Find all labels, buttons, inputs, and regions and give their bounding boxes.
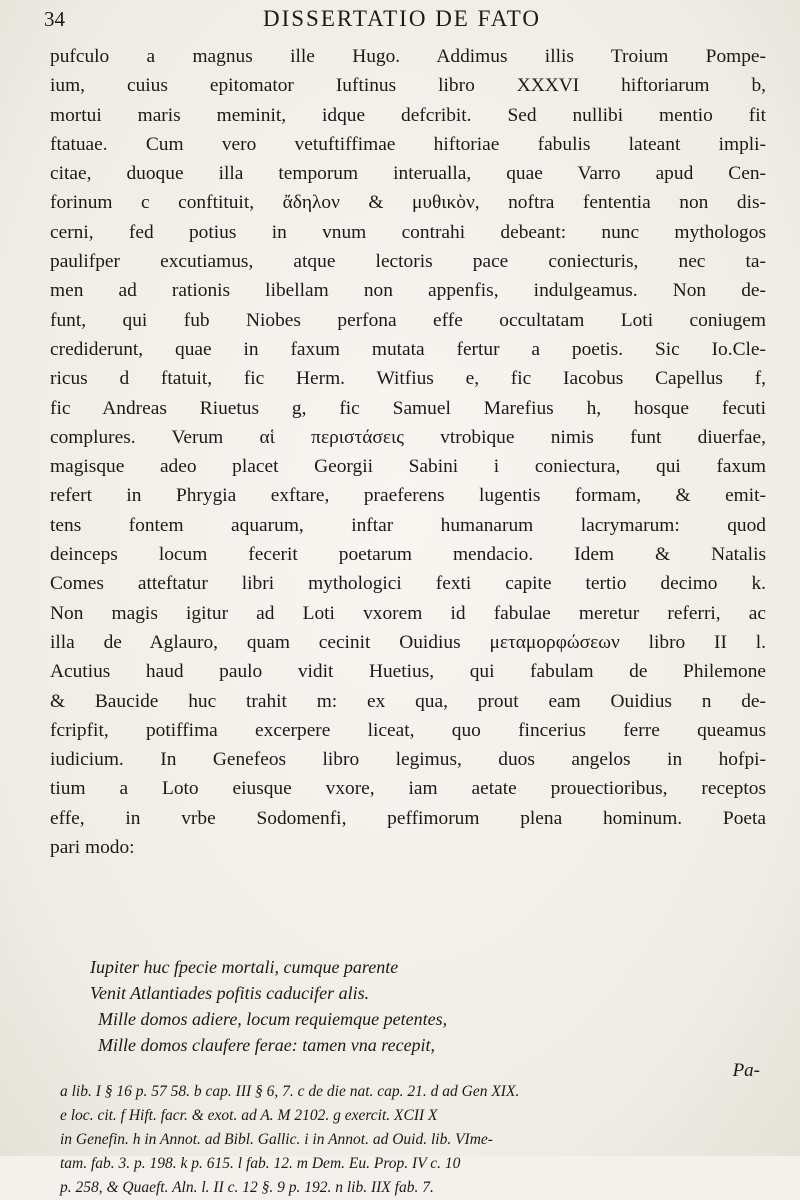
body-line: Non magis igitur ad Loti vxorem id fabulae meretur referri, ac xyxy=(50,602,766,624)
body-line: refert in Phrygia exftare, praeferens lugentis formam, & emit- xyxy=(50,485,766,507)
body-line: tium a Loto eiusque vxore, iam aetate prouectioribus, receptos xyxy=(50,778,766,800)
body-line: forinum c conftituit, ἄδηλον & μυθικὸν, noftra fententia non dis- xyxy=(50,192,766,214)
body-line: complures. Verum αἱ περιστάσεις vtrobique nimis funt diuerfae, xyxy=(50,426,766,448)
body-line: pari modo: xyxy=(50,837,135,859)
body-line: tens fontem aquarum, inftar humanarum lacrymarum: quod xyxy=(50,514,766,536)
body-line: ftatuae. Cum vero vetuftiffimae hiftoriae fabulis lateant impli- xyxy=(50,133,766,155)
footnote-line: a lib. I § 16 p. 57 58. b cap. III § 6, 7. c de die nat. cap. 21. d ad Gen XIX. xyxy=(60,1083,520,1100)
page-header xyxy=(44,6,760,38)
footnotes xyxy=(60,1080,760,1200)
body-line: ricus d ftatuit, fic Herm. Witfius e, fic Iacobus Capellus f, xyxy=(50,368,766,390)
body-text xyxy=(50,42,766,862)
body-line: mortui maris meminit, idque defcribit. Sed nullibi mentio fit xyxy=(50,104,766,126)
body-line: men ad rationis libellam non appenfis, indulgeamus. Non de- xyxy=(50,280,766,302)
body-line: paulifper excutiamus, atque lectoris pace coniecturis, nec ta- xyxy=(50,251,766,273)
body-line: iudicium. In Genefeos libro legimus, duos angelos in hofpi- xyxy=(50,749,766,771)
body-line: effe, in vrbe Sodomenfi, peffimorum plena hominum. Poeta xyxy=(50,807,766,829)
body-line: ium, cuius epitomator Iuftinus libro XXXVI hiftoriarum b, xyxy=(50,75,766,97)
body-line: fcripfit, potiffima excerpere liceat, quo fincerius ferre queamus xyxy=(50,719,766,741)
body-line: fic Andreas Riuetus g, fic Samuel Marefius h, hosque fecuti xyxy=(50,397,766,419)
catchword: Pa- xyxy=(732,1060,760,1081)
body-line: deinceps locum fecerit poetarum mendacio. Idem & Natalis xyxy=(50,544,766,566)
body-line: citae, duoque illa temporum interualla, quae Varro apud Cen- xyxy=(50,163,766,185)
running-title: DISSERTATIO DE FATO xyxy=(263,6,541,31)
body-line: crediderunt, quae in faxum mutata fertur a poetis. Sic Io.Cle- xyxy=(50,338,766,360)
body-line: funt, qui fub Niobes perfona effe occultatam Loti coniugem xyxy=(50,309,766,331)
body-line: pufculo a magnus ille Hugo. Addimus illis Troium Pompe- xyxy=(50,46,766,67)
verse-quotation xyxy=(90,954,710,1058)
verse-line: Iupiter huc fpecie mortali, cumque parente xyxy=(90,957,399,977)
footnote-line: tam. fab. 3. p. 198. k p. 615. l fab. 12. m Dem. Eu. Prop. IV c. 10 xyxy=(60,1155,461,1172)
verse-line: Venit Atlantiades pofitis caducifer alis. xyxy=(90,983,370,1003)
body-line: magisque adeo placet Georgii Sabini i coniectura, qui faxum xyxy=(50,456,766,478)
body-line: Acutius haud paulo vidit Huetius, qui fabulam de Philemone xyxy=(50,661,766,683)
body-line: Comes atteftatur libri mythologici fexti capite tertio decimo k. xyxy=(50,573,766,595)
verse-line: Mille domos adiere, locum requiemque petentes, xyxy=(98,1009,448,1029)
footnote-line: in Genefin. h in Annot. ad Bibl. Gallic. i in Annot. ad Ouid. lib. VIme- xyxy=(60,1131,493,1148)
body-line: illa de Aglauro, quam cecinit Ouidius μεταμορφώσεων libro II l. xyxy=(50,631,766,653)
verse-line: Mille domos claufere ferae: tamen vna recepit, xyxy=(98,1035,436,1055)
footnote-line: p. 258, & Quaeft. Aln. l. II c. 12 §. 9 p. 192. n lib. IIX fab. 7. xyxy=(60,1179,434,1196)
footnote-line: e loc. cit. f Hift. facr. & exot. ad A. M 2102. g exercit. XCII X xyxy=(60,1107,438,1124)
page-number: 34 xyxy=(44,7,65,31)
body-line: & Baucide huc trahit m: ex qua, prout eam Ouidius n de- xyxy=(50,690,766,712)
body-line: cerni, fed potius in vnum contrahi debeant: nunc mythologos xyxy=(50,221,766,243)
